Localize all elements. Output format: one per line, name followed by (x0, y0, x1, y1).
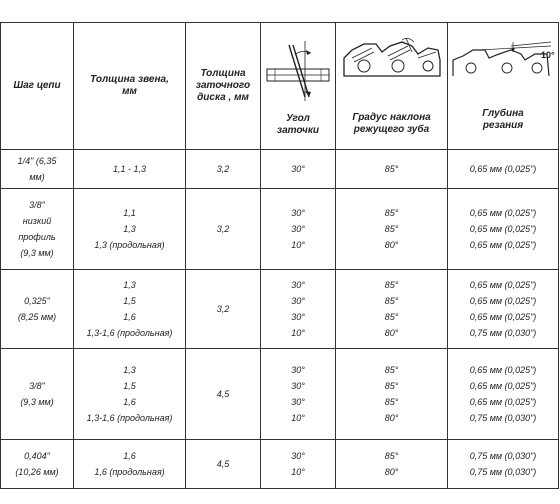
table-row (1, 189, 559, 270)
cell-line: 85° (384, 365, 399, 375)
cell-line: 0,65 мм (0,025") (469, 312, 537, 322)
cell-line: 80° (384, 328, 399, 338)
header-angle-line: заточки (276, 125, 320, 136)
cell-line: 10° (291, 467, 305, 477)
cell-line: 85° (384, 312, 399, 322)
cell-line: 85° (384, 296, 399, 306)
cell-line: 30° (291, 296, 305, 306)
header-link-line: Толщина звена, (90, 74, 169, 85)
cell-line: 0,75 мм (0,030") (469, 451, 537, 461)
cell-line: 3,2 (216, 164, 230, 174)
header-sharpening-angle (261, 23, 336, 150)
cell-tilt (336, 440, 448, 489)
cell-line: 80° (384, 413, 399, 423)
header-link-line: мм (122, 86, 137, 97)
cell-line: 0,65 мм (0,025") (469, 365, 537, 375)
cell-line: 1,5 (123, 296, 136, 306)
cell-line: 0,65 мм (0,025") (469, 224, 537, 234)
header-depth-line: резания (482, 120, 524, 131)
cell-line: 1,3 (продольная) (94, 240, 165, 250)
cell-line: 1/4" (6,35 (17, 156, 57, 166)
cell-link (74, 270, 186, 349)
cell-line: 30° (291, 365, 305, 375)
cell-line: 85° (384, 164, 399, 174)
cell-pitch (1, 150, 74, 189)
cell-line: 1,1 - 1,3 (112, 164, 147, 174)
sharpening-angle-diagram (265, 35, 331, 105)
tooth-tilt-diagram (342, 36, 442, 84)
header-angle-line: Угол (286, 113, 310, 124)
cell-line: 3,2 (216, 224, 230, 234)
header-tooth-tilt (336, 23, 448, 150)
cell-angle (261, 349, 336, 440)
cell-line: мм) (29, 172, 45, 182)
cell-angle (261, 440, 336, 489)
cell-line: 1,3 (123, 224, 136, 234)
cell-line: 85° (384, 280, 399, 290)
cell-link (74, 349, 186, 440)
cell-line: 0,65 мм (0,025") (469, 397, 537, 407)
cell-line: 0,65 мм (0,025") (469, 208, 537, 218)
cell-link (74, 189, 186, 270)
cell-line: 85° (384, 397, 399, 407)
cell-line: 85° (384, 381, 399, 391)
header-pitch-text: Шаг цепи (13, 80, 61, 91)
table-row (1, 349, 559, 440)
cut-depth-diagram (451, 40, 555, 80)
cell-line: 1,3 (123, 280, 136, 290)
cell-link (74, 440, 186, 489)
cell-disc (186, 349, 261, 440)
cell-line: 1,6 (123, 451, 136, 461)
cell-line: (8,25 мм) (17, 312, 57, 322)
cell-depth (448, 189, 559, 270)
cell-disc (186, 150, 261, 189)
cell-line: 10° (291, 240, 305, 250)
cell-pitch (1, 440, 74, 489)
cell-line: 4,5 (216, 389, 230, 399)
cell-line: 0,65 мм (0,025") (469, 296, 537, 306)
cell-line: 0,65 мм (0,025") (469, 240, 537, 250)
chain-spec-table (0, 22, 559, 489)
cell-tilt (336, 270, 448, 349)
cell-line: низкий (22, 216, 52, 226)
header-disc-line: заточного (195, 80, 251, 91)
cell-disc (186, 440, 261, 489)
header-tilt-line: Градус наклона (352, 112, 431, 123)
cell-line: 30° (291, 224, 305, 234)
cell-line: 0,65 мм (0,025") (469, 164, 537, 174)
cell-line: 4,5 (216, 459, 230, 469)
header-link-thickness (74, 23, 186, 150)
cell-line: 0,75 мм (0,030") (469, 328, 537, 338)
cell-pitch (1, 349, 74, 440)
header-disc-line: диска , мм (197, 92, 249, 103)
cell-disc (186, 270, 261, 349)
header-disc-line: Толщина (200, 68, 246, 79)
cell-line: 30° (291, 397, 305, 407)
cell-line: 1,3-1,6 (продольная) (86, 413, 173, 423)
cell-depth (448, 440, 559, 489)
header-disc-thickness (186, 23, 261, 150)
header-tilt-line: режущего зуба (353, 124, 430, 135)
cell-tilt (336, 150, 448, 189)
cell-line: 85° (384, 224, 399, 234)
cell-angle (261, 189, 336, 270)
cell-line: 30° (291, 280, 305, 290)
cell-line: 1,6 (123, 397, 136, 407)
cell-pitch (1, 270, 74, 349)
cell-tilt (336, 189, 448, 270)
cell-line: 0,75 мм (0,030") (469, 413, 537, 423)
cell-line: 0,75 мм (0,030") (469, 467, 537, 477)
table-row (1, 440, 559, 489)
cell-line: 30° (291, 312, 305, 322)
cell-line: 0,65 мм (0,025") (469, 280, 537, 290)
cell-line: 3/8" (29, 381, 45, 391)
cell-line: 0,65 мм (0,025") (469, 381, 537, 391)
cell-line: 1,5 (123, 381, 136, 391)
cell-line: профиль (18, 232, 56, 242)
cell-line: 1,1 (123, 208, 136, 218)
cell-line: 85° (384, 451, 399, 461)
depth-angle-label: 10° (541, 50, 555, 60)
cell-pitch (1, 189, 74, 270)
cell-line: 1,6 (123, 312, 136, 322)
header-pitch (1, 23, 74, 150)
cell-angle (261, 150, 336, 189)
cell-depth (448, 349, 559, 440)
cell-line: 85° (384, 208, 399, 218)
cell-disc (186, 189, 261, 270)
cell-line: 1,3 (123, 365, 136, 375)
cell-line: 0,404" (24, 451, 50, 461)
cell-line: 10° (291, 413, 305, 423)
cell-line: 3/8" (29, 200, 45, 210)
cell-line: (10,26 мм) (15, 467, 59, 477)
header-depth-line: Глубина (482, 108, 524, 119)
cell-line: 1,3-1,6 (продольная) (86, 328, 173, 338)
cell-line: 30° (291, 208, 305, 218)
cell-line: (9,3 мм) (20, 248, 54, 258)
cell-depth (448, 150, 559, 189)
cell-line: 80° (384, 467, 399, 477)
header-cut-depth (448, 23, 559, 150)
cell-line: 80° (384, 240, 399, 250)
cell-line: 3,2 (216, 304, 230, 314)
header-row (1, 23, 559, 150)
cell-line: (9,3 мм) (20, 397, 54, 407)
cell-angle (261, 270, 336, 349)
cell-line: 30° (291, 451, 305, 461)
table-row (1, 270, 559, 349)
cell-link (74, 150, 186, 189)
cell-line: 30° (291, 164, 305, 174)
cell-line: 1,6 (продольная) (94, 467, 165, 477)
table-row (1, 150, 559, 189)
cell-depth (448, 270, 559, 349)
cell-line: 10° (291, 328, 305, 338)
cell-line: 30° (291, 381, 305, 391)
cell-line: 0,325" (24, 296, 50, 306)
cell-tilt (336, 349, 448, 440)
